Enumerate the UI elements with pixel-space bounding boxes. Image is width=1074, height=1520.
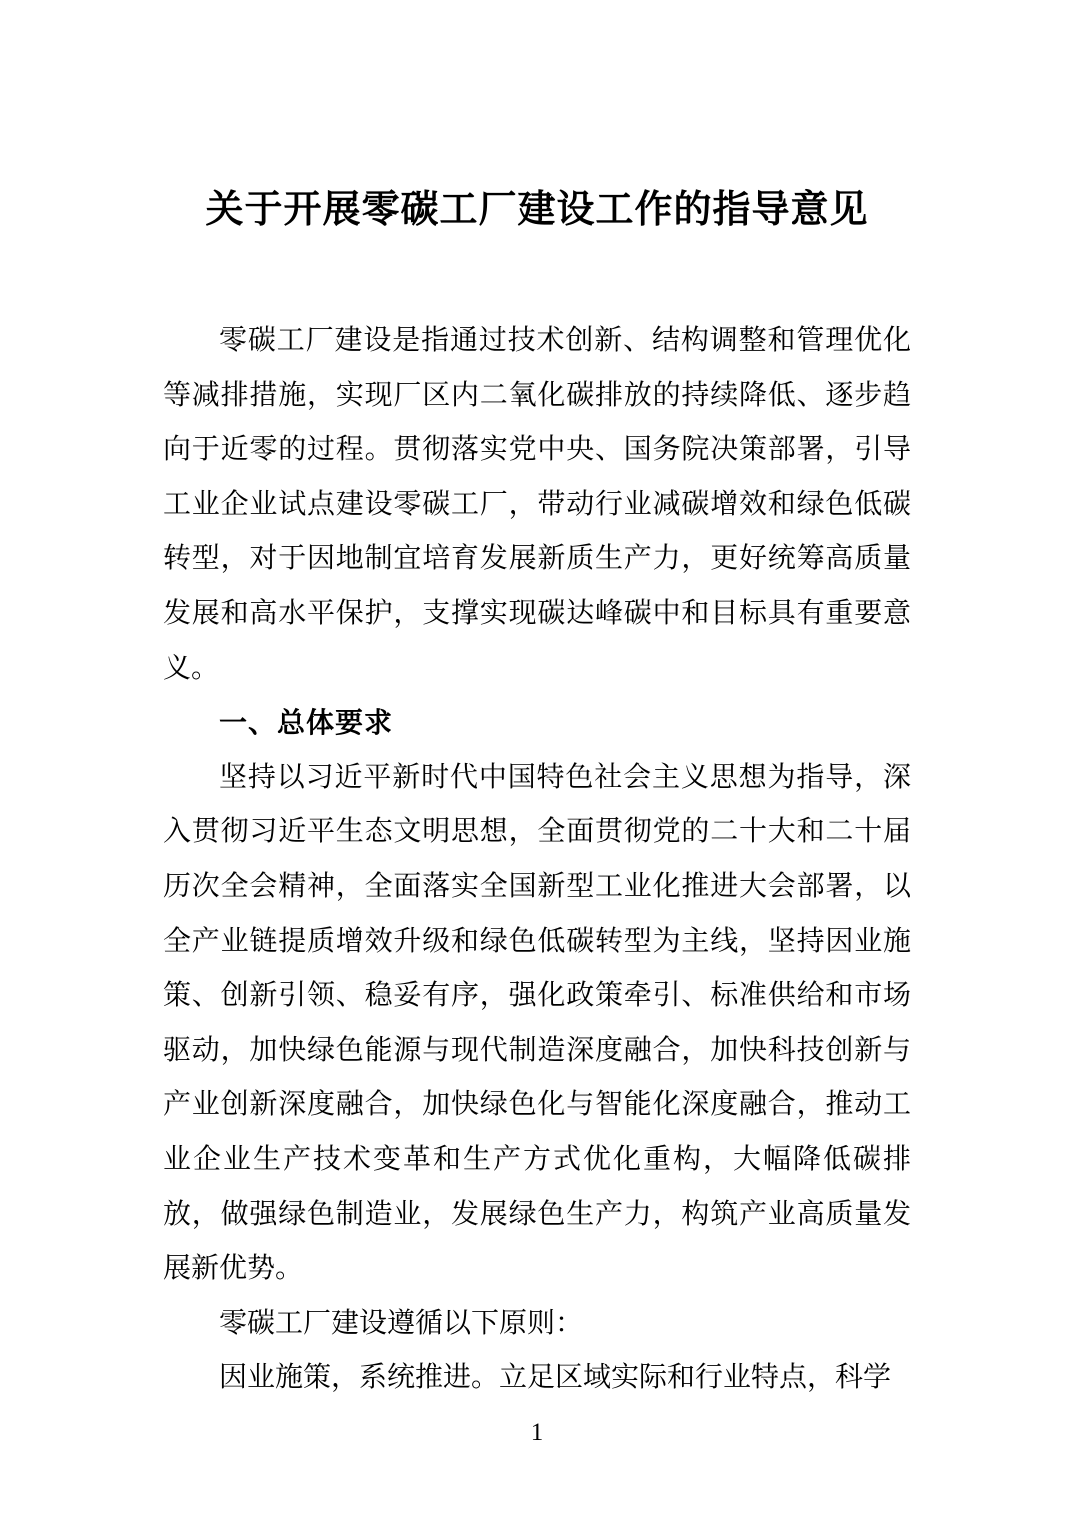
paragraph-principle1-partial: 因业施策，系统推进。立足区域实际和行业特点，科学 bbox=[219, 1362, 892, 1394]
paragraph-principles-intro: 零碳工厂建设遵循以下原则： bbox=[219, 1307, 584, 1339]
document-title: 关于开展零碳工厂建设工作的指导意见 bbox=[205, 189, 869, 231]
document-body bbox=[163, 314, 911, 1406]
paragraph-intro: 零碳工厂建设是指通过技术创新、结构调整和管理优化等减排措施，实现厂区内二氧化碳排放的持续降低、逐步趋向于近零的过程。贯彻落实党中央、国务院决策部署，引导工业企业试点建设零碳工厂，带动行业减碳增效和绿色低碳转型，对于因地制宜培育发展新质生产力，更好统筹高质量发展和高水平保护，支撑实现碳达峰碳中和目标具有重要意义。 bbox=[163, 325, 911, 684]
section-heading-1: 一、总体要求 bbox=[219, 707, 394, 739]
paragraph-section1-body: 坚持以习近平新时代中国特色社会主义思想为指导，深入贯彻习近平生态文明思想，全面贯彻党的二十大和二十届历次全会精神，全面落实全国新型工业化推进大会部署，以全产业链提质增效升级和绿色低碳转型为主线，坚持因业施策、创新引领、稳妥有序，强化政策牵引、标准供给和市场驱动，加快绿色能源与现代制造深度融合，加快科技创新与产业创新深度融合，加快绿色化与智能化深度融合，推动工业企业生产技术变革和生产方式优化重构，大幅降低碳排放，做强绿色制造业，发展绿色生产力，构筑产业高质量发展新优势。 bbox=[163, 761, 911, 1285]
page-footer bbox=[0, 1418, 1074, 1448]
page-number: 1 bbox=[530, 1419, 544, 1446]
